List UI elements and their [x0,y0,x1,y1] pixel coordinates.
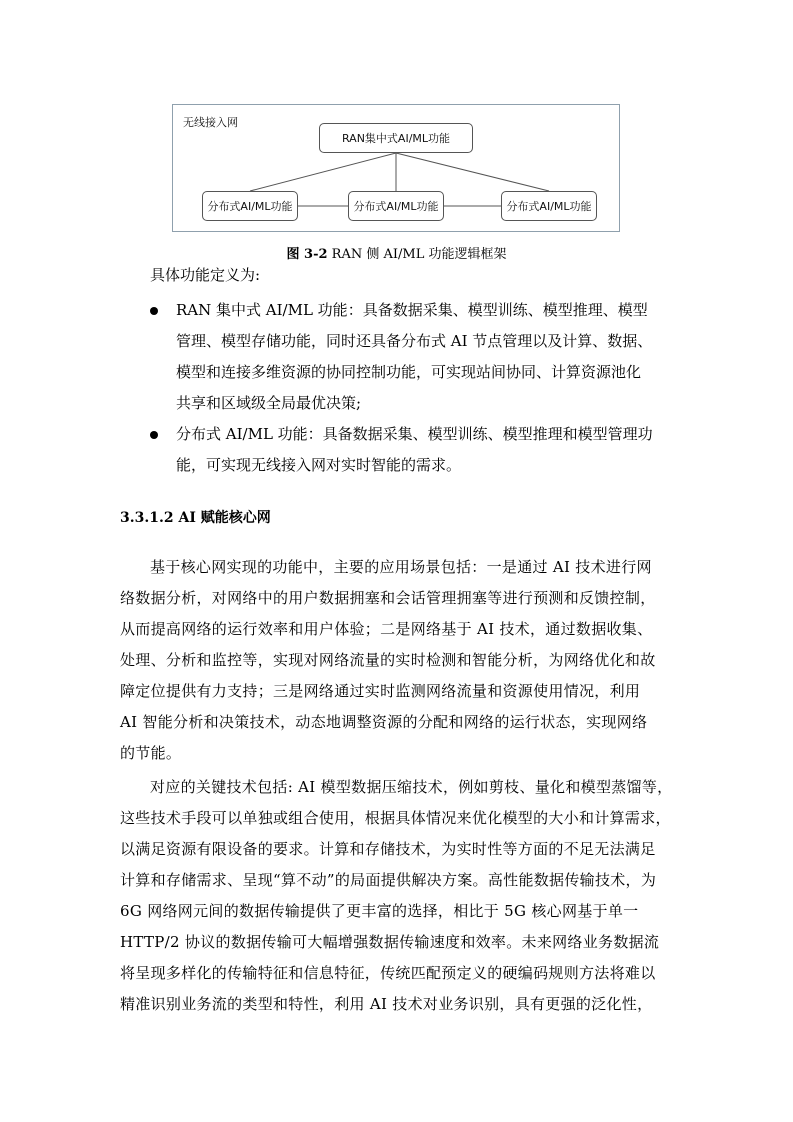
paragraph-1-line: 处理、分析和监控等，实现对网络流量的实时检测和智能分析，为网络优化和故 [120,651,656,669]
figure-diagram [172,104,620,232]
section-heading: 3.3.1.2 AI 赋能核心网 [120,510,271,526]
bullet-1-line: 共享和区域级全局最优决策; [176,394,362,412]
paragraph-2-line: 6G 网络网元间的数据传输提供了更丰富的选择，相比于 5G 核心网基于单一 [120,902,639,920]
bullet-icon [150,307,158,315]
bullet-1-line: RAN 集中式 AI/ML 功能：具备数据采集、模型训练、模型推理、模型 [176,301,648,319]
bullet-1-line: 管理、模型存储功能，同时还具备分布式 AI 节点管理以及计算、数据、 [176,332,653,350]
paragraph-1-line: 的节能。 [120,744,182,762]
connector-central-to-right [396,153,549,191]
connector-central-to-left [250,153,396,191]
bullet-2-line: 能，可实现无线接入网对实时智能的需求。 [176,456,462,474]
region-label: 无线接入网 [183,116,238,129]
paragraph-2-line: HTTP/2 协议的数据传输可大幅增强数据传输速度和效率。未来网络业务数据流 [120,933,660,951]
paragraph-1-line: 障定位提供有力支持；三是网络通过实时监测网络流量和资源使用情况，利用 [120,682,641,700]
paragraph-2-line: 精准识别业务流的类型和特性，利用 AI 技术对业务识别，具有更强的泛化性， [120,995,653,1013]
central-ai-ml-node: RAN集中式AI/ML功能 [319,123,473,153]
paragraph-2-line: 这些技术手段可以单独或组合使用，根据具体情况来优化模型的大小和计算需求， [120,809,671,827]
intro-line: 具体功能定义为: [150,266,261,284]
figure-caption [0,243,793,262]
paragraph-1-line: AI 智能分析和决策技术，动态地调整资源的分配和网络的运行状态，实现网络 [120,713,648,731]
distributed-node-2: 分布式AI/ML功能 [348,191,444,221]
paragraph-1-line: 基于核心网实现的功能中，主要的应用场景包括：一是通过 AI 技术进行网 [150,558,652,576]
bullet-1-line: 模型和连接多维资源的协同控制功能，可实现站间协同、计算资源池化 [176,363,642,381]
paragraph-1-line: 络数据分析，对网络中的用户数据拥塞和会话管理拥塞等进行预测和反馈控制， [120,589,656,607]
bullet-2-line: 分布式 AI/ML 功能：具备数据采集、模型训练、模型推理和模型管理功 [176,425,653,443]
caption-number: 图 3-2 [286,247,328,262]
paragraph-2-line: 以满足资源有限设备的要求。计算和存储技术，为实时性等方面的不足无法满足 [120,840,656,858]
distributed-node-1: 分布式AI/ML功能 [202,191,298,221]
paragraph-1-line: 从而提高网络的运行效率和用户体验；二是网络基于 AI 技术，通过数据收集、 [120,620,653,638]
caption-text: RAN 侧 AI/ML 功能逻辑框架 [327,247,507,262]
paragraph-2-line: 将呈现多样化的传输特征和信息特征，传统匹配预定义的硬编码规则方法将难以 [120,964,656,982]
paragraph-2-line: 对应的关键技术包括: AI 模型数据压缩技术，例如剪枝、量化和模型蒸馏等， [150,778,673,796]
bullet-icon [150,431,158,439]
paragraph-2-line: 计算和存储需求、呈现“算不动”的局面提供解决方案。高性能数据传输技术，为 [120,871,657,889]
distributed-node-3: 分布式AI/ML功能 [501,191,597,221]
